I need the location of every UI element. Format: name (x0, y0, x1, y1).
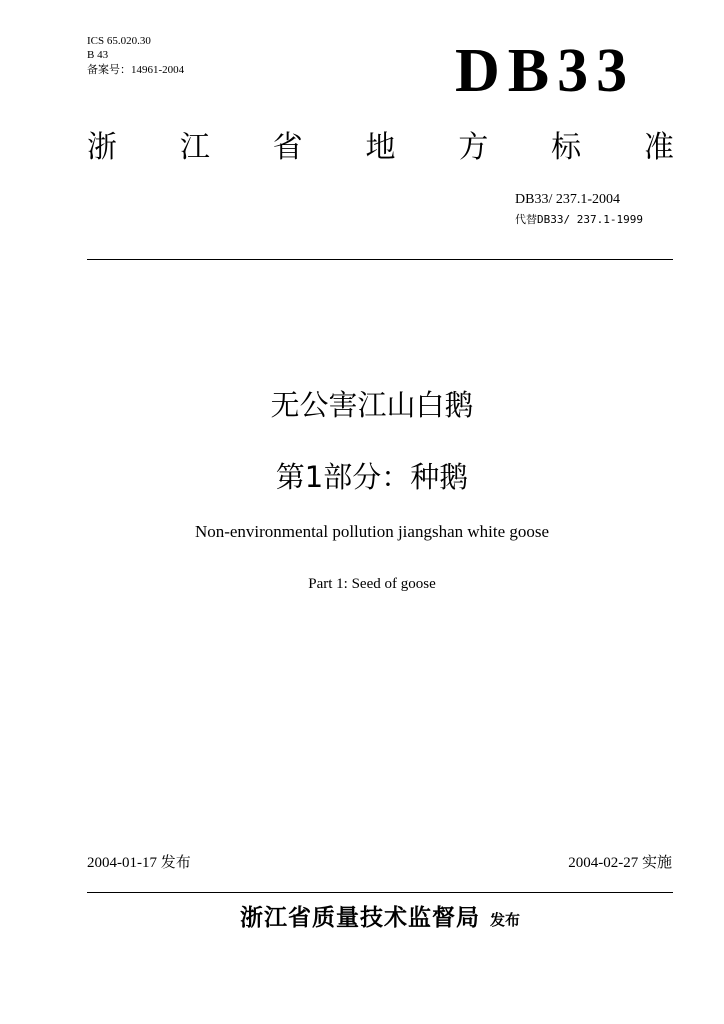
replaces-standard: 代替DB33/ 237.1-1999 (515, 213, 643, 226)
publisher-name: 浙江省质量技术监督局 (239, 905, 480, 931)
standard-category-title (87, 130, 674, 166)
english-part-title: Part 1: Seed of goose (308, 576, 436, 592)
title-char: 地 (365, 130, 396, 165)
header-divider (87, 259, 673, 260)
title-char: 标 (551, 130, 582, 165)
ccs-code: B 43 (87, 49, 109, 61)
standard-number: DB33/ 237.1-2004 (515, 192, 620, 207)
title-char: 江 (179, 130, 210, 165)
issue-date: 2004-01-17 发布 (87, 855, 191, 871)
standard-logo: DB33 (455, 37, 636, 105)
title-char: 方 (458, 130, 489, 165)
publisher (80, 903, 680, 935)
footer-divider (87, 892, 673, 893)
chinese-title: 无公害江山白鹅 (270, 388, 474, 422)
title-char: 准 (643, 130, 674, 165)
ics-code: ICS 65.020.30 (87, 35, 151, 47)
record-number: 备案号：14961-2004 (87, 64, 185, 76)
title-char: 省 (272, 130, 303, 165)
publisher-suffix: 发布 (489, 911, 520, 929)
title-char: 浙 (87, 130, 117, 165)
implementation-date: 2004-02-27 实施 (568, 855, 672, 871)
english-title: Non-environmental pollution jiangshan white goose (194, 522, 550, 541)
chinese-part-title: 第1部分：种鹅 (275, 460, 469, 494)
